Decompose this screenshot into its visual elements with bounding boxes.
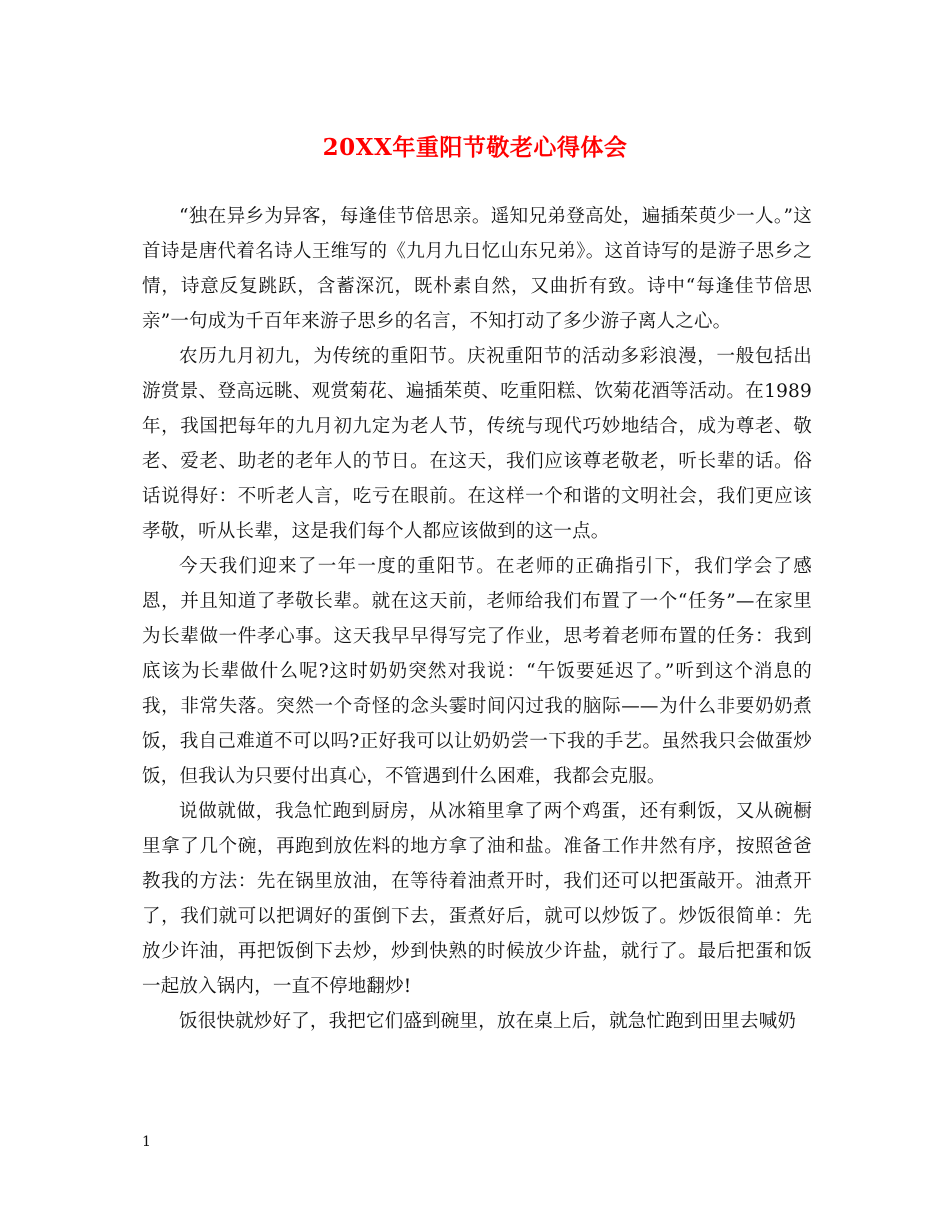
document-body bbox=[142, 199, 812, 1039]
paragraph: 说做就做，我急忙跑到厨房，从冰箱里拿了两个鸡蛋，还有剩饭，又从碗橱里拿了几个碗，再跑到放佐料的地方拿了油和盐。准备工作井然有序，按照爸爸教我的方法：先在锅里放油，在等待着油煮开时，我们还可以把蛋敲开。油煮开了，我们就可以把调好的蛋倒下去，蛋煮好后，就可以炒饭了。炒饭很简单：先放少许油，再把饭倒下去炒，炒到快熟的时候放少许盐，就行了。最后把蛋和饭一起放入锅内，一直不停地翻炒! bbox=[142, 801, 812, 997]
page-title: 20XX年重阳节敬老心得体会 bbox=[322, 134, 628, 161]
paragraph: “独在异乡为异客，每逢佳节倍思亲。遥知兄弟登高处，遍插茱萸少一人。”这首诗是唐代着名诗人王维写的《九月九日忆山东兄弟》。这首诗写的是游子思乡之情，诗意反复跳跃，含蓄深沉，既朴素自然，又曲折有致。诗中“每逢佳节倍思亲”一句成为千百年来游子思乡的名言，不知打动了多少游子离人之心。 bbox=[142, 206, 812, 332]
paragraph: 农历九月初九，为传统的重阳节。庆祝重阳节的活动多彩浪漫，一般包括出游赏景、登高远眺、观赏菊花、遍插茱萸、吃重阳糕、饮菊花酒等活动。在1989年，我国把每年的九月初九定为老人节，传统与现代巧妙地结合，成为尊老、敬老、爱老、助老的老年人的节日。在这天，我们应该尊老敬老，听长辈的话。俗话说得好：不听老人言，吃亏在眼前。在这样一个和谐的文明社会，我们更应该孝敬，听从长辈，这是我们每个人都应该做到的这一点。 bbox=[142, 346, 812, 542]
page-number: 1 bbox=[142, 1134, 151, 1150]
paragraph: 饭很快就炒好了，我把它们盛到碗里，放在桌上后，就急忙跑到田里去喊奶 bbox=[179, 1011, 797, 1032]
paragraph: 今天我们迎来了一年一度的重阳节。在老师的正确指引下，我们学会了感恩，并且知道了孝敬长辈。就在这天前，老师给我们布置了一个“任务”—在家里为长辈做一件孝心事。这天我早早得写完了作业，思考着老师布置的任务：我到底该为长辈做什么呢?这时奶奶突然对我说：“午饭要延迟了。”听到这个消息的我，非常失落。突然一个奇怪的念头霎时间闪过我的脑际——为什么非要奶奶煮饭，我自己难道不可以吗?正好我可以让奶奶尝一下我的手艺。虽然我只会做蛋炒饭，但我认为只要付出真心，不管遇到什么困难，我都会克服。 bbox=[142, 556, 812, 787]
